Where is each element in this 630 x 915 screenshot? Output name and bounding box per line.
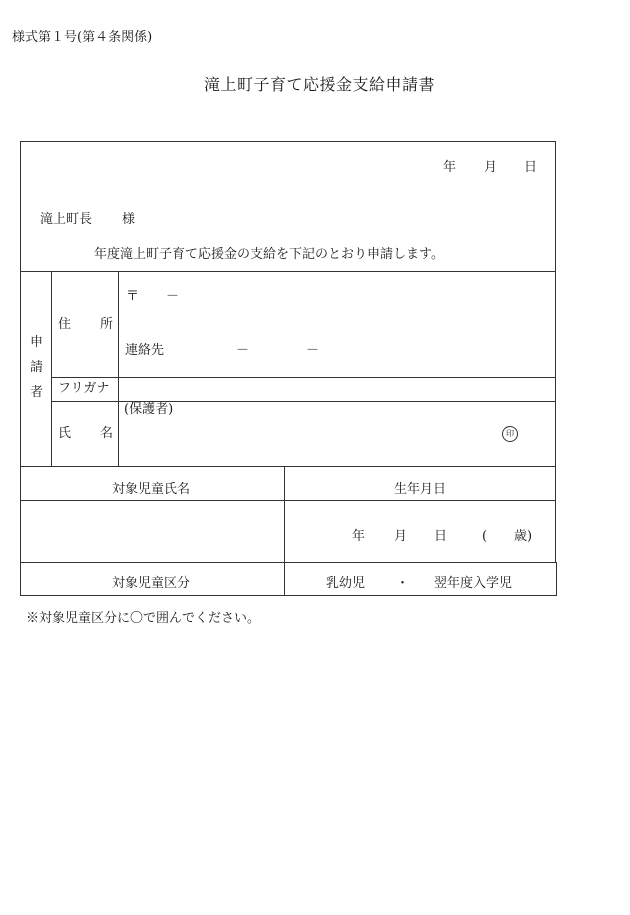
applicant-label-3: 者 <box>30 385 44 400</box>
address-label-2: 所 <box>100 317 114 332</box>
guardian-note: (保護者) <box>124 402 174 417</box>
postal-dash: － <box>166 289 180 304</box>
child-name-header: 対象児童氏名 <box>112 482 191 497</box>
date-day-label: 日 <box>524 160 538 175</box>
request-sentence: 年度滝上町子育て応援金の支給を下記のとおり申請します。 <box>94 247 444 262</box>
category-next-year: 翌年度入学児 <box>434 576 513 591</box>
birth-month-label: 月 <box>394 529 408 544</box>
category-separator: ・ <box>396 576 410 591</box>
birthdate-header: 生年月日 <box>394 482 447 497</box>
form-title: 滝上町子育て応援金支給申請書 <box>204 75 436 94</box>
furigana-label: フリガナ <box>58 381 110 396</box>
date-year-label: 年 <box>443 160 457 175</box>
birth-day-label: 日 <box>434 529 448 544</box>
contact-dash-1: － <box>236 343 250 358</box>
seal-mark: 印 <box>502 426 518 442</box>
age-open: ( <box>482 529 488 544</box>
date-month-label: 月 <box>484 160 498 175</box>
form-number: 様式第１号(第４条関係) <box>12 30 153 45</box>
addressee: 滝上町長 <box>40 212 93 227</box>
contact-dash-2: － <box>306 343 320 358</box>
address-label-1: 住 <box>58 317 72 332</box>
postal-mark: 〒 <box>126 289 140 304</box>
applicant-label-2: 請 <box>30 360 44 375</box>
honorific: 様 <box>122 212 136 227</box>
birth-year-label: 年 <box>352 529 366 544</box>
category-label: 対象児童区分 <box>112 576 191 591</box>
category-infant: 乳幼児 <box>326 576 366 591</box>
name-label-1: 氏 <box>58 426 72 441</box>
age-close: 歳) <box>514 529 533 544</box>
footnote: ※対象児童区分に〇で囲んでください。 <box>26 611 261 626</box>
applicant-label-1: 申 <box>30 335 44 350</box>
contact-label: 連絡先 <box>125 343 165 358</box>
name-label-2: 名 <box>100 426 114 441</box>
